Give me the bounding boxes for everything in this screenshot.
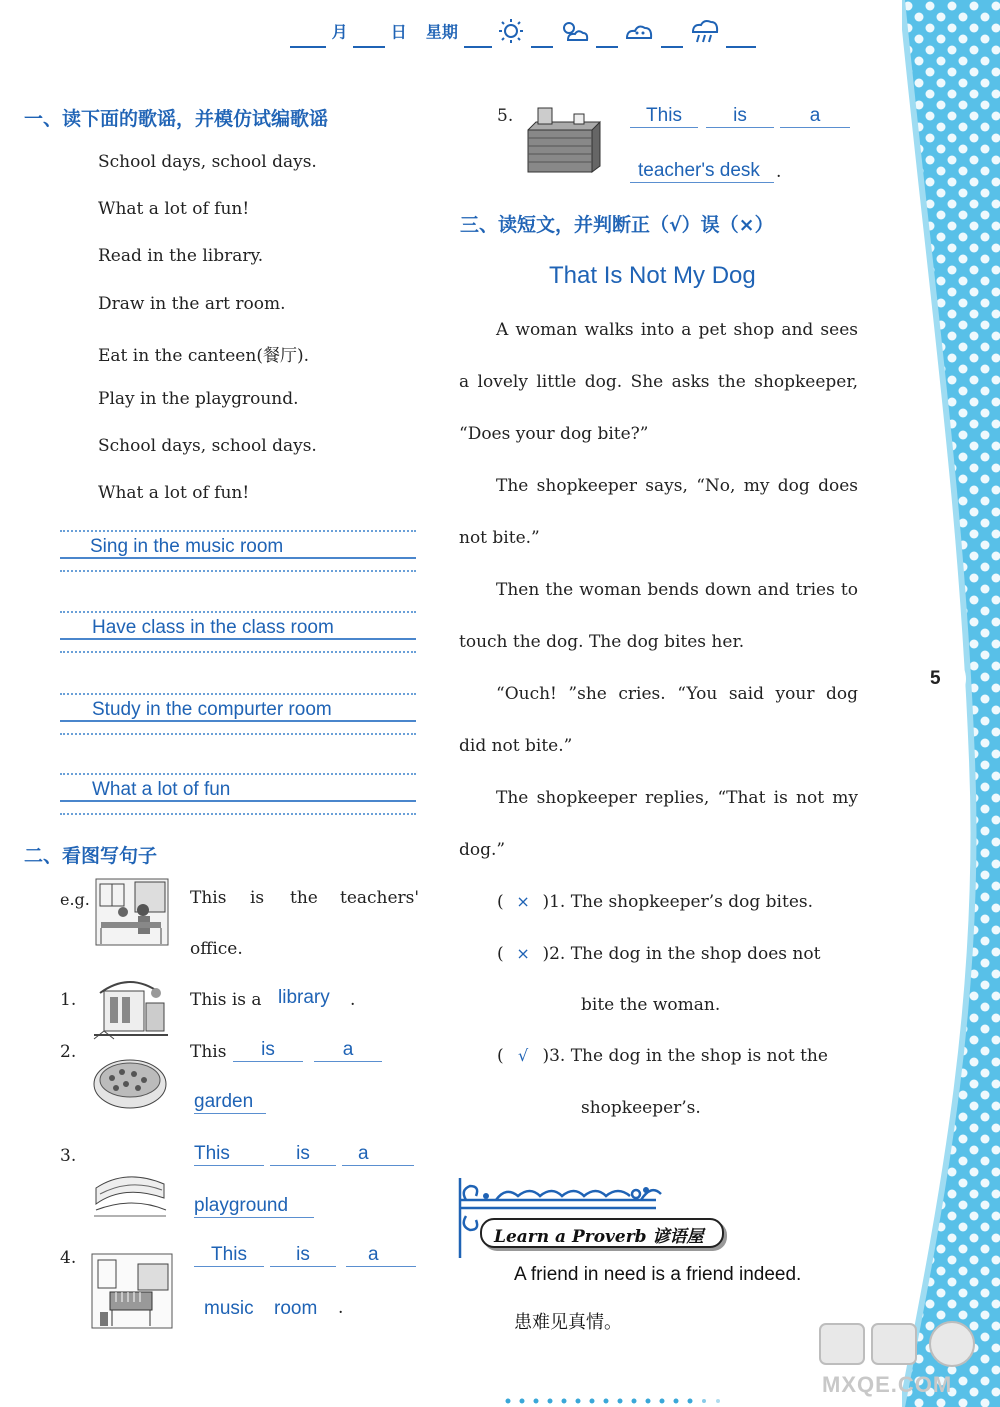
song-answer-field[interactable]: Have class in the class room	[92, 617, 334, 638]
month-label: 月	[331, 22, 348, 42]
story-line: “Ouch! ”she cries. “You said your dog	[496, 684, 858, 704]
bottom-dot-row	[504, 1390, 734, 1398]
guide-line	[60, 611, 416, 613]
judgement-text: )3. The dog in the shop is not the	[542, 1046, 828, 1066]
answer-blank[interactable]: This	[194, 1244, 264, 1267]
story-line: not bite.”	[459, 528, 540, 548]
teacher-desk-picture	[524, 104, 604, 174]
story-line: The shopkeeper replies, “That is not my	[496, 788, 858, 808]
item-number: 5.	[497, 106, 514, 126]
judgement-item: ( × )1. The shopkeeper’s dog bites.	[497, 892, 814, 912]
song-line: What a lot of fun!	[98, 483, 250, 503]
example-sentence-word: This	[190, 888, 227, 908]
weekday-blank[interactable]	[464, 28, 492, 48]
answer-line	[60, 720, 416, 722]
judgement-text: )1. The shopkeeper’s dog bites.	[542, 892, 814, 912]
story-line: touch the dog. The dog bites her.	[459, 632, 745, 652]
month-blank[interactable]	[290, 28, 326, 48]
item-suffix: .	[338, 1298, 344, 1318]
answer-blank[interactable]: a	[342, 1143, 414, 1166]
room-answer[interactable]: room	[274, 1298, 318, 1319]
song-line: What a lot of fun!	[98, 199, 250, 219]
song-line: School days, school days.	[98, 152, 317, 172]
story-line: A woman walks into a pet shop and sees	[496, 320, 858, 340]
watermark-text: MXQE.COM	[822, 1372, 953, 1397]
section1-title: 一、读下面的歌谣，并模仿试编歌谣	[24, 108, 329, 130]
playground-picture	[92, 1158, 168, 1218]
judgement-item: ( × )2. The dog in the shop does not	[497, 944, 821, 964]
example-label: e.g.	[60, 890, 90, 909]
song-line: School days, school days.	[98, 436, 317, 456]
date-header	[290, 18, 770, 48]
item-suffix: .	[776, 162, 782, 182]
proverb-chinese: 患难见真情。	[514, 1312, 622, 1333]
item-number: 1.	[60, 990, 77, 1010]
answer-blank[interactable]: teacher's desk	[630, 160, 774, 183]
judgement-mark[interactable]: ×	[516, 944, 530, 963]
story-line: Then the woman bends down and tries to	[496, 580, 858, 600]
answer-blank[interactable]: playground	[194, 1195, 314, 1218]
answer-blank[interactable]: This	[194, 1143, 264, 1166]
music-room-picture	[90, 1252, 174, 1330]
item-prefix: This	[190, 1042, 227, 1062]
guide-line	[60, 651, 416, 653]
item-prefix: This is a	[190, 990, 262, 1010]
item-number: 3.	[60, 1146, 77, 1166]
judgement-text: )2. The dog in the shop does not	[542, 944, 821, 964]
library-answer[interactable]: library	[278, 987, 330, 1008]
watermark-logo	[812, 1318, 992, 1368]
office-picture	[95, 878, 169, 946]
section3-title: 三、读短文，并判断正（√）误（×）	[460, 214, 774, 236]
guide-line	[60, 813, 416, 815]
example-sentence-end: office.	[190, 939, 243, 959]
story-title: That Is Not My Dog	[549, 262, 756, 289]
judgement-text-cont: bite the woman.	[581, 995, 721, 1015]
answer-line	[60, 800, 416, 802]
item-number: 4.	[60, 1248, 77, 1268]
guide-line	[60, 530, 416, 532]
answer-blank[interactable]: a	[314, 1039, 382, 1062]
answer-blank[interactable]: a	[780, 105, 850, 128]
sunny-icon	[497, 18, 525, 48]
guide-line	[60, 773, 416, 775]
guide-line	[60, 570, 416, 572]
example-sentence-word: teachers'	[340, 888, 420, 908]
answer-blank[interactable]: a	[346, 1244, 416, 1267]
answer-line	[60, 638, 416, 640]
garden-picture	[90, 1050, 170, 1112]
day-blank[interactable]	[353, 28, 385, 48]
page-number: 5	[930, 668, 941, 689]
section2-title: 二、看图写句子	[24, 845, 158, 867]
answer-blank[interactable]: This	[630, 105, 698, 128]
item-suffix: .	[350, 990, 356, 1010]
answer-blank[interactable]: is	[270, 1244, 336, 1267]
song-answer-field[interactable]: What a lot of fun	[92, 779, 231, 800]
story-line: a lovely little dog. She asks the shopkeeper,	[459, 372, 858, 392]
day-label: 日	[390, 22, 407, 42]
judgement-mark[interactable]: √	[517, 1046, 529, 1065]
song-answer-field[interactable]: Sing in the music room	[90, 536, 284, 557]
guide-line	[60, 733, 416, 735]
item-number: 2.	[60, 1042, 77, 1062]
guide-line	[60, 693, 416, 695]
rainy-icon	[689, 18, 721, 48]
example-sentence-word: is	[250, 888, 265, 908]
example-sentence-word: the	[290, 888, 318, 908]
song-line: Draw in the art room.	[98, 294, 286, 314]
judgement-text-cont: shopkeeper’s.	[581, 1098, 701, 1118]
story-line: The shopkeeper says, “No, my dog does	[496, 476, 858, 496]
judgement-mark[interactable]: ×	[516, 892, 530, 911]
proverb-english: A friend in need is a friend indeed.	[514, 1264, 802, 1285]
song-line: Read in the library.	[98, 246, 264, 266]
song-line: Play in the playground.	[98, 389, 299, 409]
proverb-label: Learn a Proverb 谚语屋	[494, 1227, 704, 1247]
music-answer[interactable]: music	[204, 1298, 254, 1319]
story-line: “Does your dog bite?”	[459, 424, 649, 444]
answer-blank[interactable]: is	[706, 105, 774, 128]
answer-line	[60, 557, 416, 559]
song-answer-field[interactable]: Study in the compurter room	[92, 699, 332, 720]
answer-blank[interactable]: garden	[194, 1091, 266, 1114]
song-line: Eat in the canteen(餐厅).	[98, 346, 309, 366]
answer-blank[interactable]: is	[270, 1143, 336, 1166]
partly-cloudy-icon	[558, 18, 590, 48]
answer-blank[interactable]: is	[233, 1039, 303, 1062]
story-line: did not bite.”	[459, 736, 573, 756]
cloudy-icon	[623, 18, 655, 48]
story-line: dog.”	[459, 840, 506, 860]
weekday-label: 星期	[425, 22, 458, 42]
library-picture	[90, 973, 170, 1043]
judgement-item: ( √ )3. The dog in the shop is not the	[497, 1046, 828, 1066]
